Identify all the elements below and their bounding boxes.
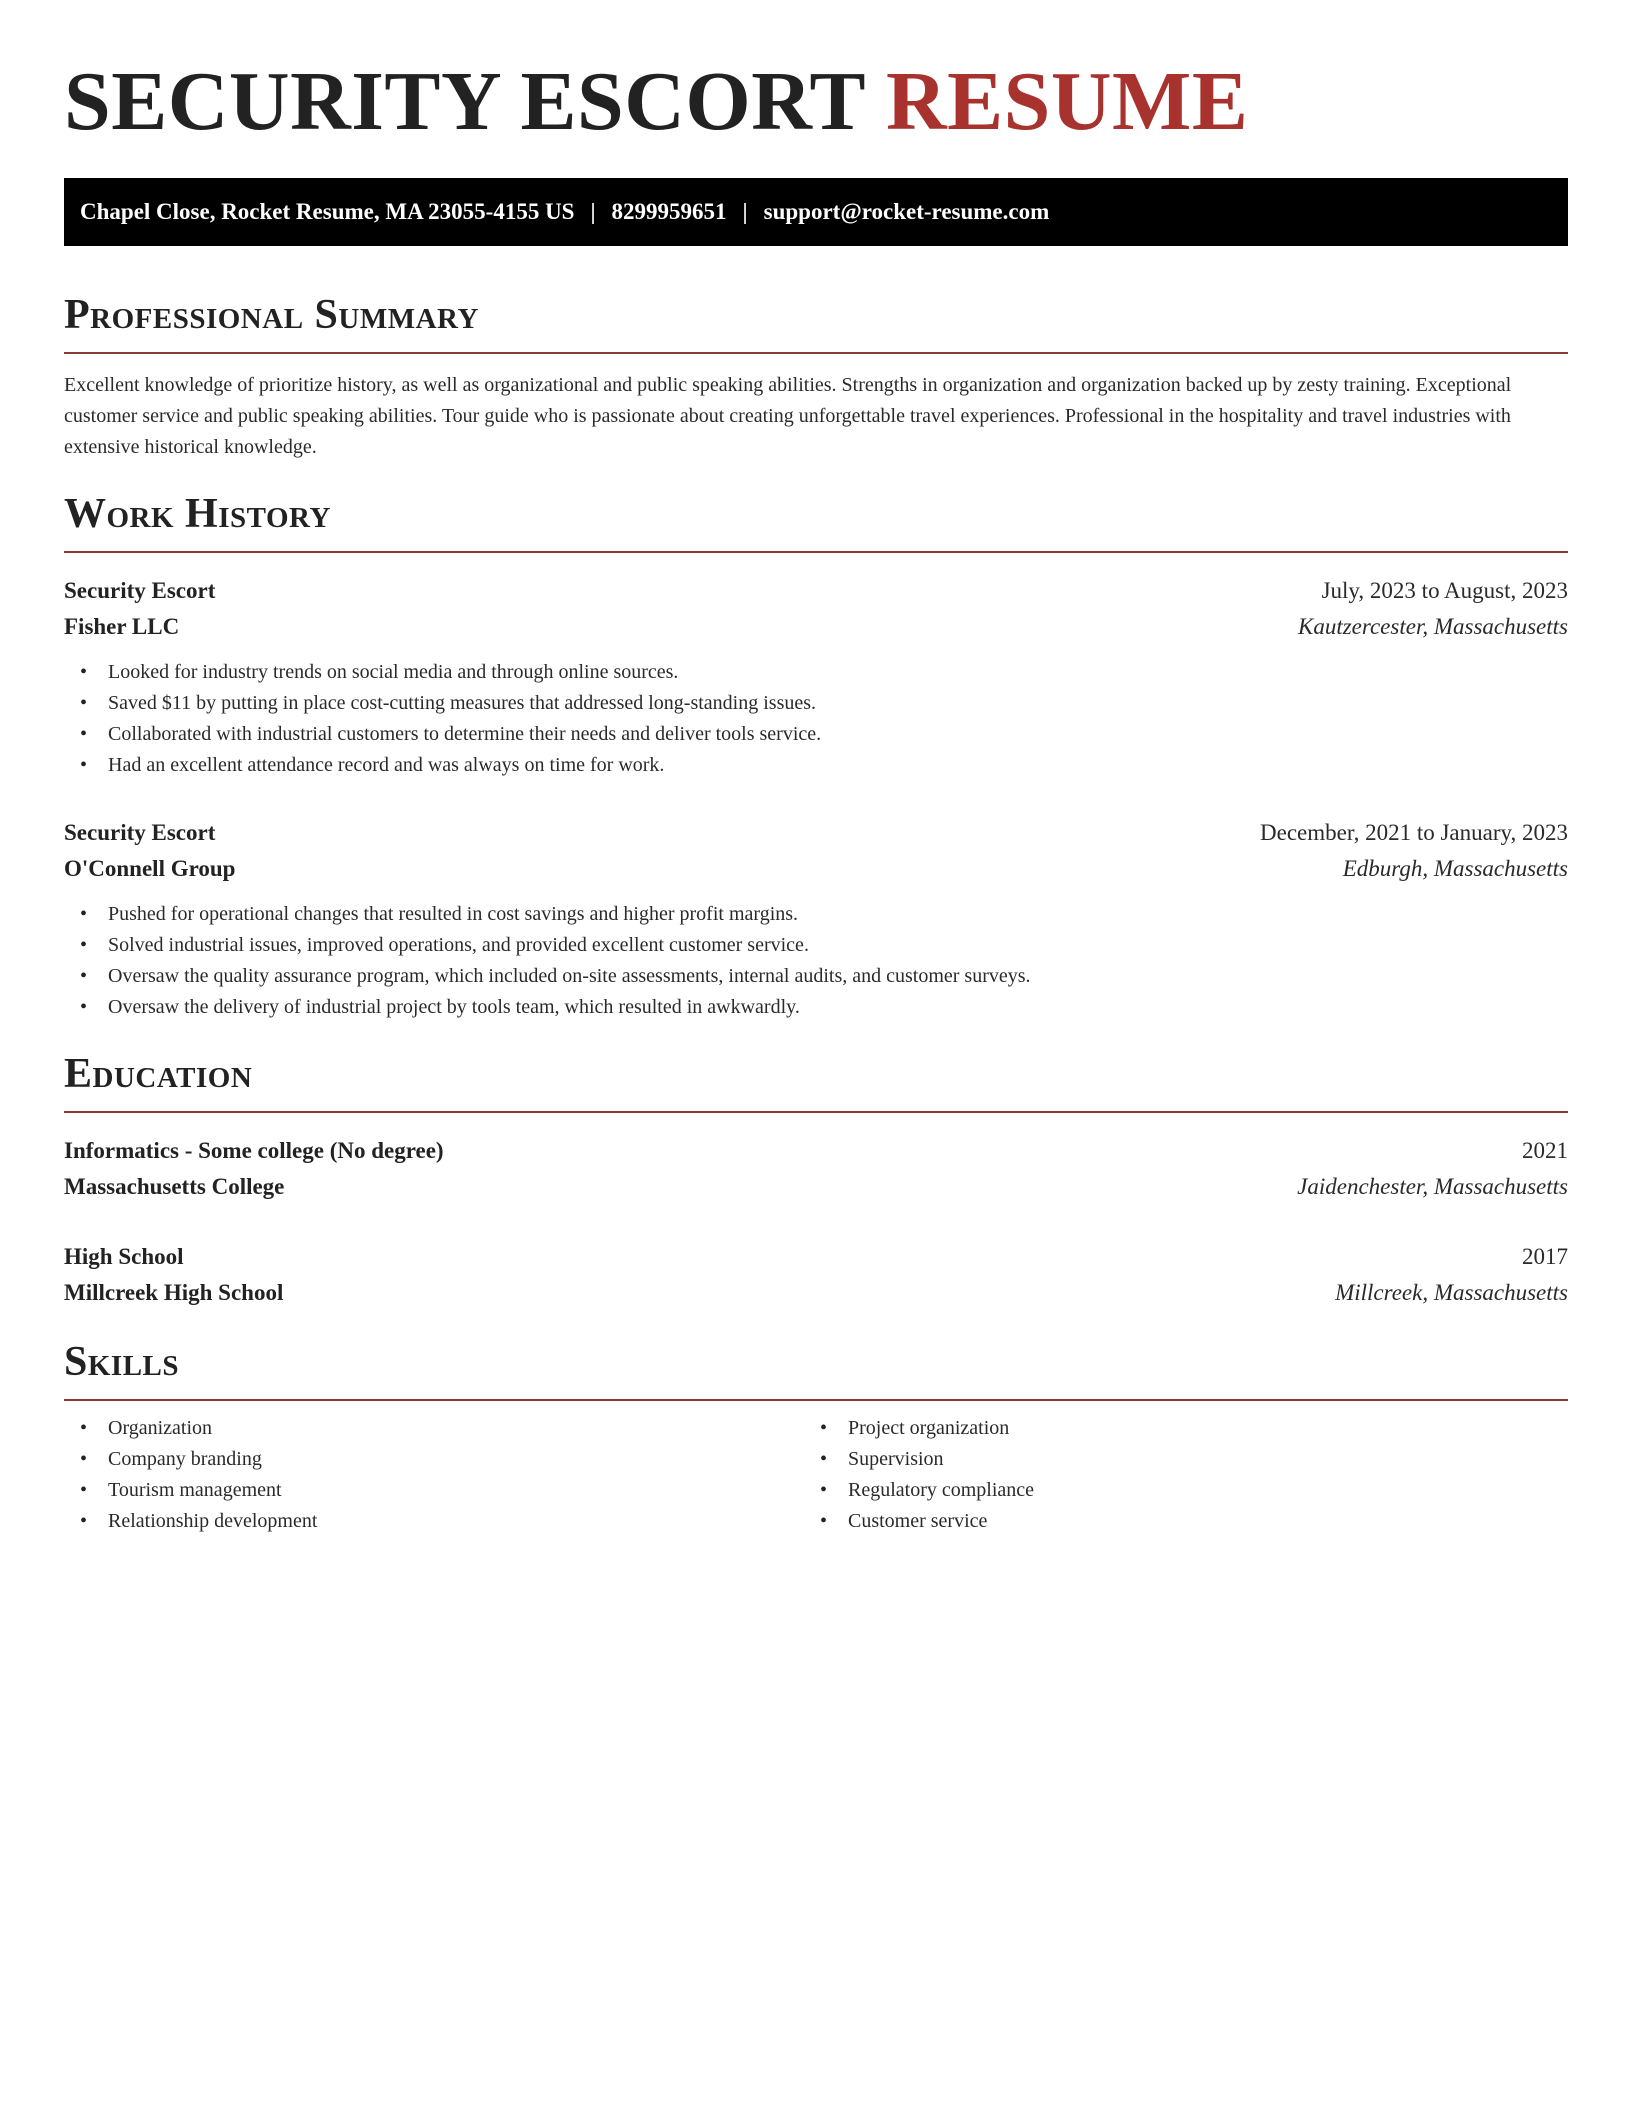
list-item: • Saved $11 by putting in place cost-cutting measures that addressed long-standing issues. xyxy=(64,688,1568,719)
education-school: Massachusetts College xyxy=(64,1174,285,1199)
job-dates: July, 2023 to August, 2023 xyxy=(1321,578,1568,603)
contact-phone: 8299959651 xyxy=(611,199,727,224)
job-header-row xyxy=(64,815,1568,851)
education-header-row xyxy=(64,1239,1568,1275)
education-degree: High School xyxy=(64,1244,184,1269)
job-title: Security Escort xyxy=(64,578,216,603)
job-company: Fisher LLC xyxy=(64,614,180,639)
job-company-row xyxy=(64,609,1568,645)
list-item: • Looked for industry trends on social media and through online sources. xyxy=(64,657,1568,688)
education-school-row xyxy=(64,1275,1568,1311)
contact-address: Chapel Close, Rocket Resume, MA 23055-4155 US xyxy=(80,199,575,224)
job-entry xyxy=(64,573,1568,781)
education-school: Millcreek High School xyxy=(64,1280,284,1305)
summary-text: Excellent knowledge of prioritize history, as well as organizational and public speaking abilities. Strengths in organization and organization backed up by zesty training. Exceptional customer service and public speaking abilities. Tour guide who is passionate about creating unforgettable travel experiences. Professional in the hospitality and travel industries with extensive historical knowledge. xyxy=(64,374,1512,458)
list-item: • Collaborated with industrial customers to determine their needs and deliver tools service. xyxy=(64,719,1568,750)
section-divider xyxy=(64,551,1568,553)
list-item: • Tourism management xyxy=(64,1475,804,1506)
education-year: 2017 xyxy=(1522,1244,1568,1269)
job-bullets xyxy=(64,657,1568,781)
job-company: O'Connell Group xyxy=(64,856,236,881)
job-entry xyxy=(64,815,1568,1023)
contact-separator: | xyxy=(590,199,596,224)
skills-column-right xyxy=(804,1413,1544,1537)
education-year: 2021 xyxy=(1522,1138,1568,1163)
skills-column-left xyxy=(64,1413,804,1537)
skills-list xyxy=(64,1413,1568,1537)
section-divider xyxy=(64,1399,1568,1401)
education-degree: Informatics - Some college (No degree) xyxy=(64,1138,444,1163)
contact-bar xyxy=(64,178,1568,246)
title-accent: RESUME xyxy=(885,55,1249,148)
contact-separator: | xyxy=(742,199,748,224)
skills-bullets xyxy=(64,1413,804,1537)
list-item: • Relationship development xyxy=(64,1506,804,1537)
job-header-row xyxy=(64,573,1568,609)
skills-bullets xyxy=(804,1413,1544,1537)
education-location: Millcreek, Massachusetts xyxy=(1335,1280,1568,1305)
list-item: • Pushed for operational changes that resulted in cost savings and higher profit margins. xyxy=(64,899,1568,930)
list-item: • Oversaw the delivery of industrial project by tools team, which resulted in awkwardly. xyxy=(64,992,1568,1023)
section-title-work-history: Work History xyxy=(64,491,331,537)
section-divider xyxy=(64,1111,1568,1113)
education-header-row xyxy=(64,1133,1568,1169)
list-item: • Project organization xyxy=(804,1413,1544,1444)
title-main: SECURITY ESCORT xyxy=(64,55,865,148)
list-item: • Oversaw the quality assurance program, which included on-site assessments, internal audits, and customer surveys. xyxy=(64,961,1568,992)
list-item: • Company branding xyxy=(64,1444,804,1475)
resume-title xyxy=(64,56,1568,148)
list-item: • Supervision xyxy=(804,1444,1544,1475)
list-item: • Solved industrial issues, improved operations, and provided excellent customer service. xyxy=(64,930,1568,961)
job-company-row xyxy=(64,851,1568,887)
section-title-summary: Professional Summary xyxy=(64,292,479,338)
job-dates: December, 2021 to January, 2023 xyxy=(1260,820,1568,845)
education-location: Jaidenchester, Massachusetts xyxy=(1297,1174,1568,1199)
list-item: • Organization xyxy=(64,1413,804,1444)
education-school-row xyxy=(64,1169,1568,1205)
job-location: Edburgh, Massachusetts xyxy=(1342,856,1568,881)
list-item: • Had an excellent attendance record and was always on time for work. xyxy=(64,750,1568,781)
section-title-education: Education xyxy=(64,1051,253,1097)
job-title: Security Escort xyxy=(64,820,216,845)
education-entry xyxy=(64,1239,1568,1311)
section-title-skills: Skills xyxy=(64,1339,180,1385)
job-bullets xyxy=(64,899,1568,1023)
contact-email: support@rocket-resume.com xyxy=(763,199,1050,224)
list-item: • Regulatory compliance xyxy=(804,1475,1544,1506)
list-item: • Customer service xyxy=(804,1506,1544,1537)
job-location: Kautzercester, Massachusetts xyxy=(1297,614,1568,639)
education-entry xyxy=(64,1133,1568,1205)
section-divider xyxy=(64,352,1568,354)
